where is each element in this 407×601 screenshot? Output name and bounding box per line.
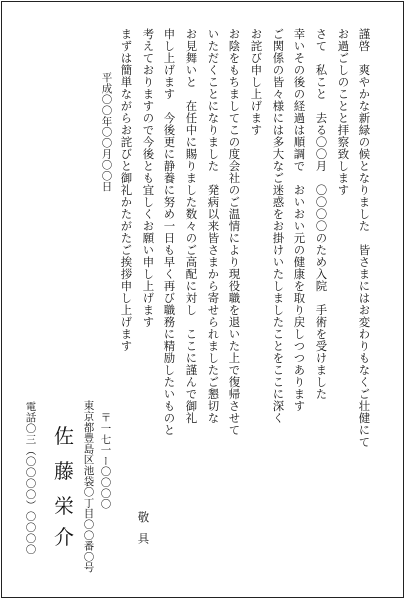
sender-name-char-3: 栄 (54, 494, 74, 518)
letter-card (1, 1, 404, 598)
sender-name-char-1: 佐 (54, 424, 74, 448)
body-line-8: いただくことになりました 発病以来皆さまから寄せられましたご懇切な (206, 28, 221, 424)
body-line-6: お詫び申し上げます (249, 28, 264, 136)
letter-date: 平成〇〇年〇〇月〇〇日 (100, 72, 113, 192)
sender-name-char-4: 介 (54, 525, 74, 549)
body-line-5: ご関係の皆々様には多大なご迷惑をお掛けいたしましたことをここに深く (271, 28, 286, 424)
sender-postal-code: 〒一七一ー〇〇〇〇 (99, 412, 112, 510)
body-line-11: 考えておりますので今後とも宜しくお願い申し上げます (141, 28, 156, 328)
body-line-4: 幸いその後の経過は順調で おいおい元の健康を取り戻しつつあります (292, 28, 307, 412)
body-line-1: 謹啓 爽やかな新緑の候となりました 皆さまにはお変わりもなくご壮健にて (357, 28, 372, 448)
body-line-3: さて 私こと 去る〇〇月 〇〇〇〇のため入院 手術を受けました (314, 28, 329, 400)
body-line-9: お見舞いと 在任中に賜りました数々のご高配に対し ここに謹んで御礼 (184, 28, 199, 424)
body-line-7: お陰をもちましてこの度会社のご温情により現役職を退いた上で復帰させて (227, 28, 242, 436)
body-line-10: 申し上げます 今後更に静養に努め一日も早く再び職務に精励したいものと (162, 28, 177, 436)
sender-phone: 電話〇三（〇〇〇〇）〇〇〇〇 (24, 401, 37, 555)
sender-address: 東京都豊島区池袋〇丁目〇〇番〇号 (82, 400, 95, 573)
body-line-2: お過ごしのことと拝察致します (336, 28, 351, 196)
sender-name-char-2: 藤 (54, 459, 74, 483)
body-line-12: まずは簡単ながらお詫びと御礼かたがたご挨拶申し上げます (119, 28, 134, 352)
closing-keigu: 敬具 (136, 511, 151, 554)
